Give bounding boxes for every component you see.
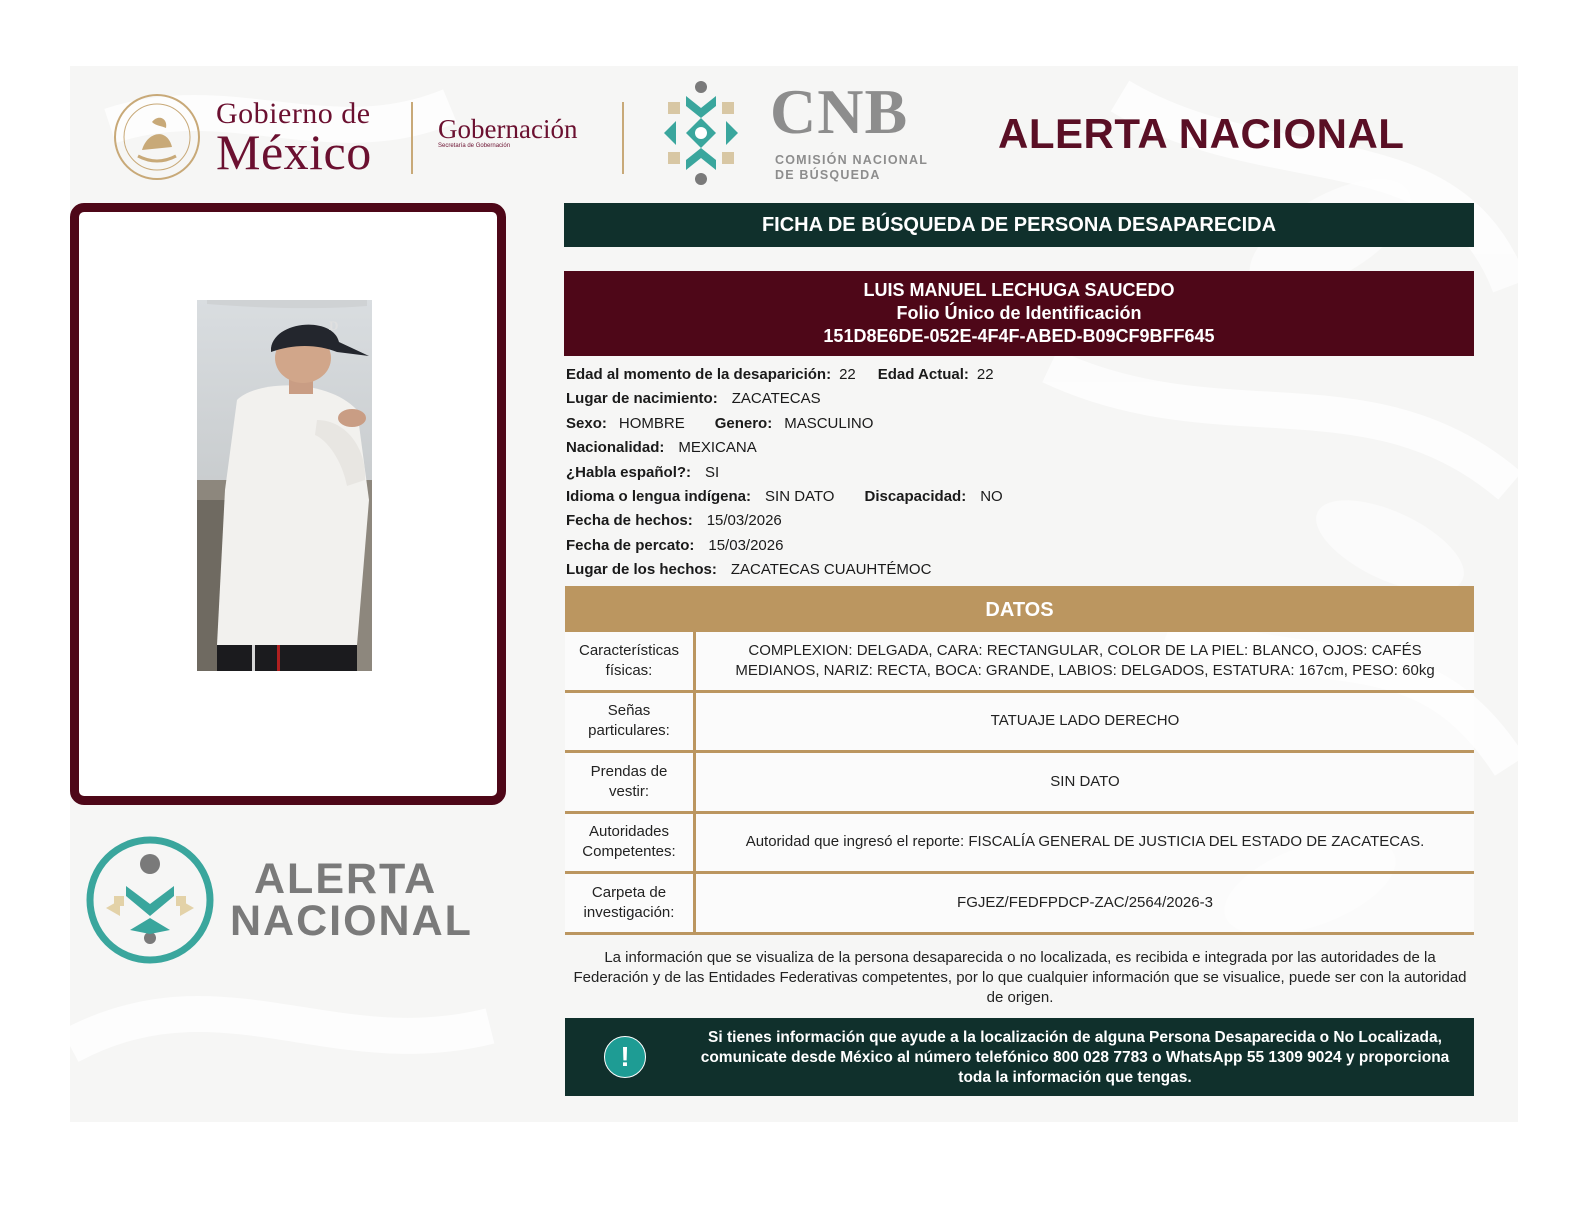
row-value: TATUAJE LADO DERECHO <box>990 712 1180 730</box>
exclamation-icon: ! <box>604 1036 646 1078</box>
fact-value: MASCULINO <box>784 414 874 432</box>
row-label: Señas particulares: <box>565 693 696 751</box>
fact-value: SI <box>705 463 720 481</box>
cnb-sub-line2: DE BÚSQUEDA <box>775 168 881 182</box>
table-row <box>565 874 1474 935</box>
fact-label: Fecha de hechos: <box>566 512 693 530</box>
folio-id: 151D8E6DE-052E-4F4F-ABED-B09CF9BFF645 <box>823 326 1215 346</box>
table-row <box>565 693 1474 754</box>
alert-sheet <box>70 66 1518 1122</box>
fact-label: Edad al momento de la desaparición: <box>566 366 832 383</box>
disclaimer-text: La información que se visualiza de la persona desaparecida o no localizada, es recibida e integrada por las autoridades de la Federación y de las Entidades Federativas competentes, por lo que cualquier información que se visualice, puede ser con la autoridad de origen. <box>573 949 1467 1006</box>
fact-value: HOMBRE <box>618 414 685 432</box>
header-divider <box>622 102 624 174</box>
alerta-nacional-title: ALERTA NACIONAL <box>998 110 1405 157</box>
cnb-subtitle <box>775 153 928 183</box>
cnb-sub-line1: COMISIÓN NACIONAL <box>775 153 929 167</box>
fact-label: Fecha de percato: <box>566 536 695 554</box>
row-value: COMPLEXION: DELGADA, CARA: RECTANGULAR, COLOR DE LA PIEL: BLANCO, OJOS: CAFÉS MEDIANOS, NARIZ: RECTA, BOCA: GRANDE, LABIOS: DELGADOS, ESTATURA: 167cm, PESO: 60kg <box>735 641 1435 679</box>
fact-label: Idioma o lengua indígena: <box>566 488 752 506</box>
svg-text:D: D <box>329 318 339 333</box>
fact-label: Nacionalidad: <box>566 439 665 457</box>
datos-header: DATOS <box>565 586 1474 632</box>
gobierno-mexico-logo <box>216 97 372 180</box>
fact-row <box>566 509 1476 533</box>
fact-row <box>566 558 1476 582</box>
fact-label: Lugar de los hechos: <box>566 561 717 579</box>
fact-label: Genero: <box>714 414 773 432</box>
fact-row <box>566 363 1476 387</box>
fact-label: Discapacidad: <box>864 488 967 506</box>
row-label: Características físicas: <box>565 632 696 690</box>
row-label: Carpeta de investigación: <box>565 874 696 932</box>
fact-label: ¿Habla español?: <box>566 463 692 481</box>
folio-label: Folio Único de Identificación <box>896 303 1142 323</box>
alerta-nacional-logo-text <box>230 855 473 945</box>
fact-row <box>566 387 1476 411</box>
table-row <box>565 814 1474 875</box>
fact-label: Edad Actual: <box>877 366 969 383</box>
header-divider <box>411 102 413 174</box>
row-label: Autoridades Competentes: <box>565 814 696 872</box>
row-value: FGJEZ/FEDFPDCP-ZAC/2564/2026-3 <box>957 893 1213 911</box>
fact-row <box>566 485 1476 509</box>
fact-value: MEXICANA <box>678 439 757 457</box>
person-name: LUIS MANUEL LECHUGA SAUCEDO <box>863 280 1175 300</box>
alerta-logo-line1: ALERTA <box>254 855 438 903</box>
contact-text: Si tienes información que ayude a la localización de alguna Persona Desaparecida o No Localizada, comunicate desde México al número telefónico 800 028 7783 o WhatsApp 55 1309 9024 y proporciona toda la información que tengas. <box>700 1029 1450 1086</box>
fact-value: 22 <box>976 366 994 383</box>
fact-row <box>566 534 1476 558</box>
cnb-emblem-icon <box>646 78 756 188</box>
fact-value: ZACATECAS CUAUHTÉMOC <box>730 561 932 579</box>
cnb-logo-text: CNB <box>770 76 909 147</box>
fact-row <box>566 412 1476 436</box>
person-photo <box>197 300 372 671</box>
fact-value: SIN DATO <box>765 488 835 506</box>
row-label: Prendas de vestir: <box>565 753 696 811</box>
fact-row <box>566 461 1476 485</box>
person-header <box>564 271 1474 356</box>
fact-value: 15/03/2026 <box>706 512 782 530</box>
fact-value: 22 <box>839 366 856 383</box>
fact-row <box>566 436 1476 460</box>
ficha-title: FICHA DE BÚSQUEDA DE PERSONA DESAPARECIDA <box>564 203 1474 247</box>
row-value: SIN DATO <box>1050 772 1120 790</box>
table-row <box>565 753 1474 814</box>
gobernacion-sub: Secretaría de Gobernación <box>438 143 511 149</box>
contact-banner <box>565 1018 1474 1096</box>
row-value: Autoridad que ingresó el reporte: FISCALÍA GENERAL DE JUSTICIA DEL ESTADO DE ZACATECAS. <box>745 833 1425 851</box>
table-row <box>565 632 1474 693</box>
gobernacion-logo: Gobernación <box>438 114 578 144</box>
fact-label: Lugar de nacimiento: <box>566 390 718 408</box>
datos-table <box>565 632 1474 935</box>
person-photo-image <box>197 300 372 671</box>
fact-value: 15/03/2026 <box>708 536 784 554</box>
gobierno-top-text: Gobierno de <box>216 97 371 130</box>
person-facts <box>566 363 1476 583</box>
fact-value: ZACATECAS <box>731 390 821 408</box>
fact-value: NO <box>980 488 1003 506</box>
fact-label: Sexo: <box>566 414 607 432</box>
mexico-text: México <box>216 124 372 180</box>
alerta-nacional-emblem-icon <box>84 834 216 966</box>
alerta-logo-line2: NACIONAL <box>230 897 473 945</box>
mexico-seal-icon <box>112 92 202 182</box>
